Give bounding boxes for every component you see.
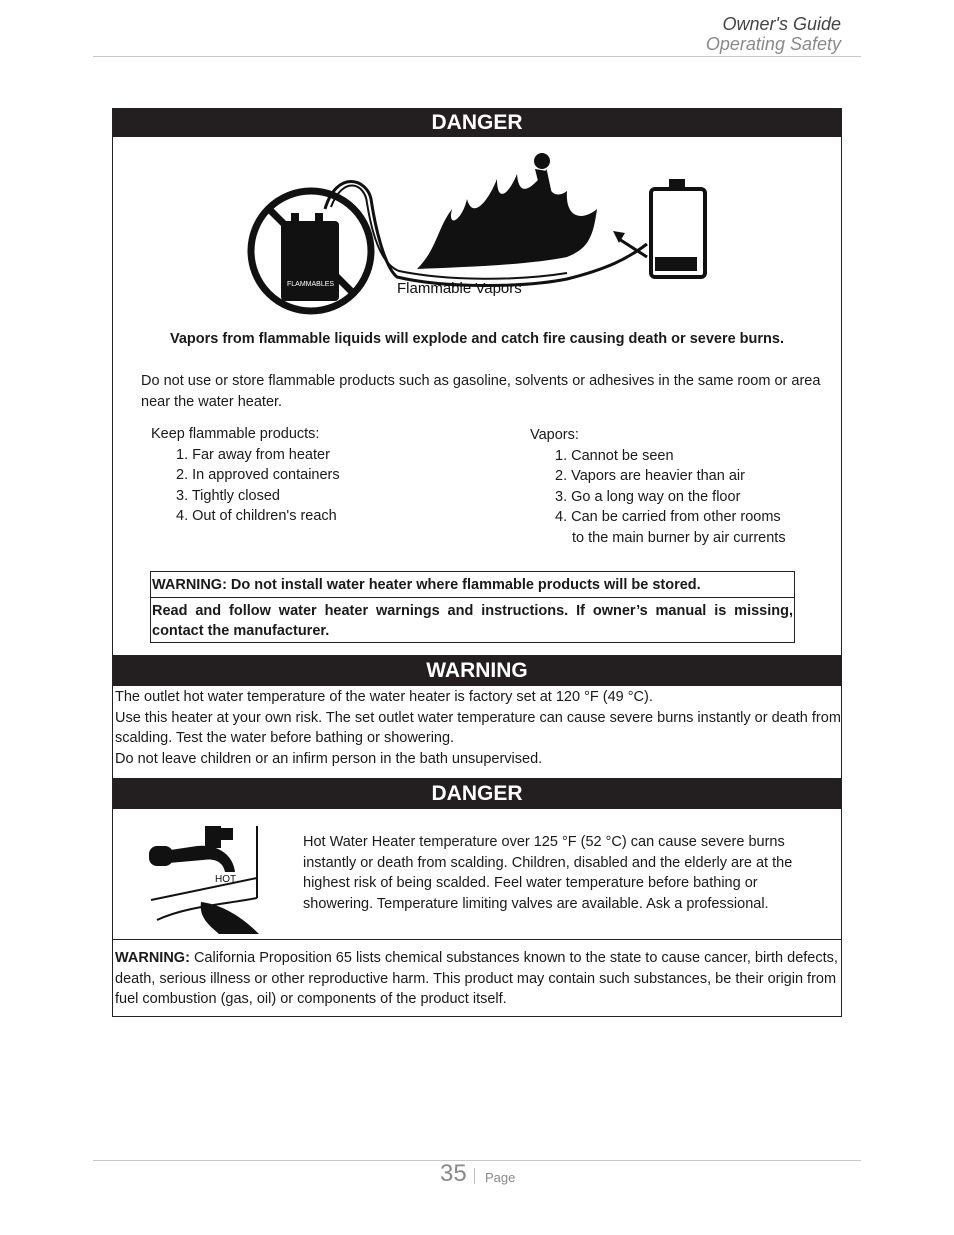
keep-item: 2. In approved containers [176, 467, 340, 483]
flames-icon [417, 169, 597, 269]
page-separator [474, 1168, 475, 1184]
manual-warning: Read and follow water heater warnings and instructions. If owner’s manual is missing, contact the manufacturer. [152, 602, 793, 639]
vapors-item: 1. Cannot be seen [555, 447, 674, 464]
guide-title: Owner's Guide [722, 14, 841, 34]
danger-heading: DANGER [113, 109, 841, 137]
flammable-vapors-illustration [247, 149, 717, 329]
danger-lead: Vapors from flammable liquids will explode and catch fire causing death or severe burns. [169, 331, 784, 347]
vapors-item: to the main burner by air currents [572, 529, 786, 546]
page-header [93, 12, 861, 57]
keep-list [151, 424, 340, 527]
warning-temperature-box [112, 655, 842, 779]
keep-item: 1. Far away from heater [176, 446, 330, 463]
keep-title: Keep flammable products: [151, 426, 320, 442]
prop65-body: California Proposition 65 lists chemical substances known to the state to cause cancer, birth defects, death, serious illness or other reproductive harm. This product may contain such substances, be their origin from fuel combustion (gas, oil) or components of the product itself. [115, 950, 838, 1007]
scald-danger-text: Hot Water Heater temperature over 125 °F (52 °C) can cause severe burns instantly or death from scalding. Children, disabled and the elderly are at the highest risk of being scalded. Feel water temperature before bathing or showering. Temperature limiting valves are available. Ask a professional. [303, 834, 793, 912]
warning-line: The outlet hot water temperature of the water heater is factory set at 120 °F (49 °C). [115, 689, 653, 705]
prop65-label: WARNING: [115, 950, 190, 966]
page-number: 35 [440, 1160, 467, 1187]
vapors-item: 4. Can be carried from other rooms [555, 509, 781, 525]
install-warning: WARNING: Do not install water heater where flammable products will be stored. [151, 572, 794, 598]
danger-flammable-box [112, 108, 842, 656]
vapors-list [530, 425, 786, 548]
hot-label: HOT [215, 874, 237, 885]
warning-heading: WARNING [113, 656, 841, 686]
page-label: Page [485, 1170, 516, 1185]
prop65-text [115, 948, 841, 1010]
keep-item: 4. Out of children's reach [176, 508, 337, 524]
hand-icon [201, 902, 259, 934]
danger-scald-box [112, 778, 842, 940]
can-label: FLAMMABLES [287, 281, 335, 288]
section-subtitle: Operating Safety [705, 34, 841, 54]
hot-water-scald-illustration [147, 824, 267, 936]
vapors-title: Vapors: [530, 427, 579, 443]
person-icon [534, 153, 550, 169]
warning-line: Do not leave children or an infirm person in the bath unsupervised. [115, 750, 543, 767]
flammable-vapors-label: Flammable Vapors [397, 280, 522, 297]
install-warning-table [150, 571, 795, 643]
warning-text [115, 687, 841, 769]
keep-item: 3. Tightly closed [176, 487, 280, 504]
prop65-box [112, 939, 842, 1017]
vapors-item: 2. Vapors are heavier than air [555, 468, 745, 484]
vapors-item: 3. Go a long way on the floor [555, 488, 741, 505]
warning-line: Use this heater at your own risk. The set outlet water temperature can cause severe burns instantly or death from scalding. Test the water before bathing or showering. [115, 709, 841, 746]
danger-intro: Do not use or store flammable products such as gasoline, solvents or adhesives in the same room or area near the water heater. [141, 373, 821, 410]
danger-heading: DANGER [113, 779, 841, 809]
page-footer-rule [93, 1160, 861, 1161]
